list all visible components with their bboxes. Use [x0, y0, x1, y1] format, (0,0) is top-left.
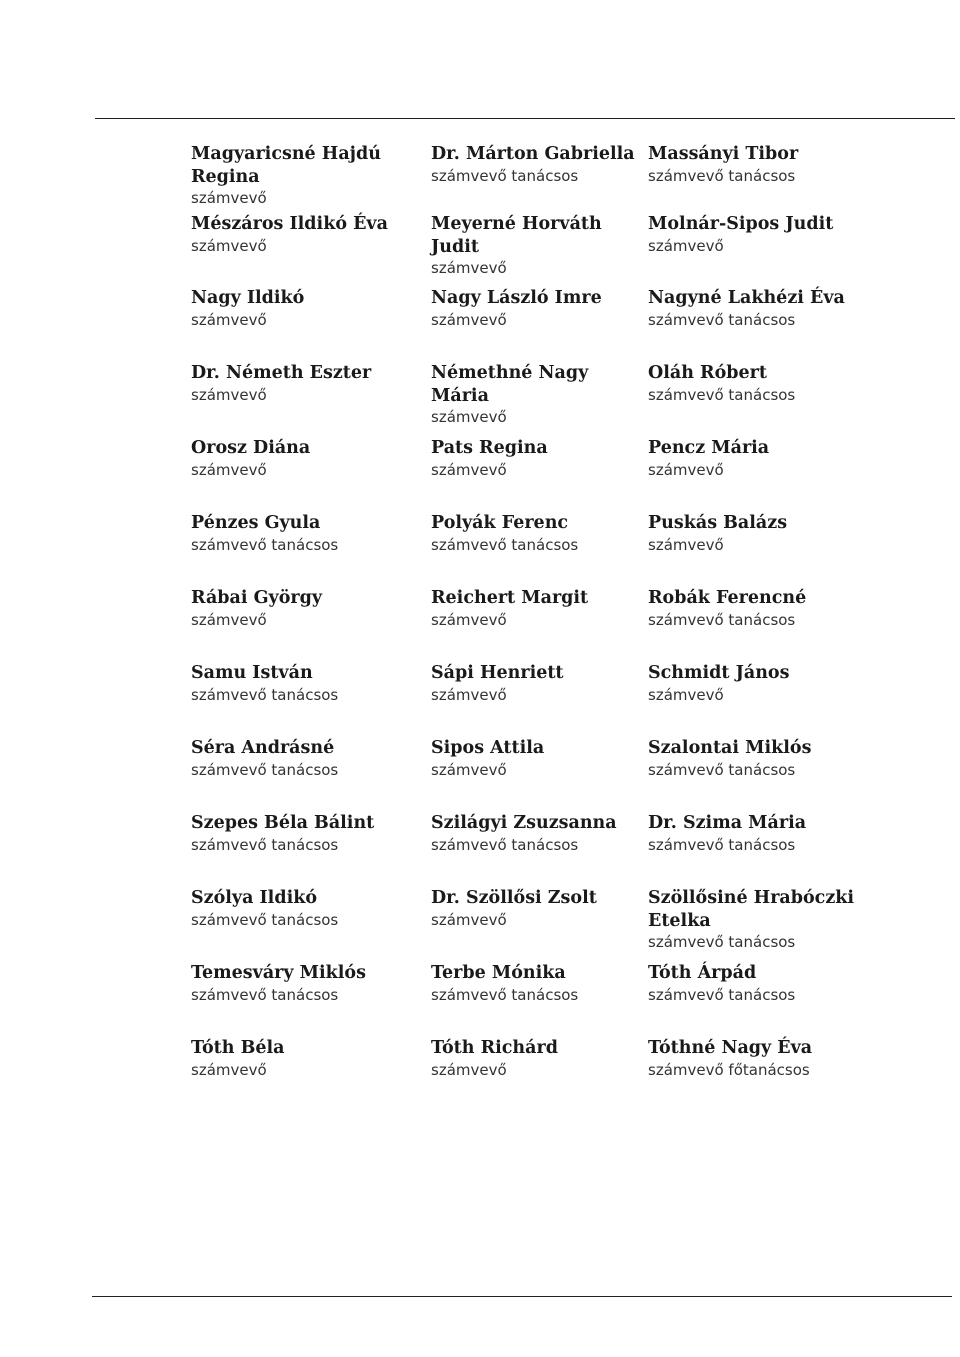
- staff-title: számvevő: [431, 910, 507, 929]
- staff-title: számvevő: [191, 460, 267, 479]
- staff-entry: [648, 962, 873, 1006]
- staff-name: Tóth Árpád: [648, 963, 757, 983]
- staff-name: Nagyné Lakhézi Éva: [648, 288, 845, 308]
- staff-name: Tóthné Nagy Éva: [648, 1038, 813, 1058]
- staff-title: számvevő: [191, 310, 267, 329]
- staff-name: Orosz Diána: [191, 438, 311, 458]
- staff-name: Dr. Szöllősi Zsolt: [431, 888, 597, 908]
- staff-title: számvevő tanácsos: [648, 933, 796, 951]
- staff-title: számvevő: [431, 408, 507, 426]
- staff-title: számvevő főtanácsos: [648, 1060, 810, 1079]
- staff-name: Tóth Richárd: [431, 1038, 558, 1058]
- staff-entry: [648, 737, 873, 781]
- staff-title: számvevő tanácsos: [191, 685, 339, 704]
- staff-name: Nagy Ildikó: [191, 288, 305, 308]
- staff-title: számvevő tanácsos: [191, 910, 339, 929]
- staff-title: számvevő: [191, 236, 267, 255]
- staff-name: Sápi Henriett: [431, 663, 564, 683]
- staff-title: számvevő tanácsos: [431, 166, 579, 185]
- staff-title: számvevő tanácsos: [648, 166, 796, 185]
- staff-name: Mészáros Ildikó Éva: [191, 214, 388, 234]
- staff-entry: [431, 512, 656, 556]
- staff-name: Robák Ferencné: [648, 588, 807, 608]
- staff-title: számvevő: [191, 385, 267, 404]
- staff-entry: [191, 143, 416, 210]
- staff-name: Nagy László Imre: [431, 288, 602, 308]
- staff-entry: [648, 662, 873, 706]
- staff-name: Temesváry Miklós: [191, 963, 366, 983]
- staff-entry: [191, 887, 416, 931]
- staff-entry: [431, 737, 656, 781]
- staff-entry: [648, 362, 873, 406]
- staff-title: számvevő: [431, 760, 507, 779]
- staff-entry: [191, 962, 416, 1006]
- staff-entry: [648, 213, 873, 257]
- staff-entry: [191, 213, 416, 257]
- staff-entry: [191, 737, 416, 781]
- staff-name: Szalontai Miklós: [648, 738, 812, 758]
- staff-name: Magyaricsné Hajdú Regina: [191, 144, 381, 187]
- staff-entry: [191, 812, 416, 856]
- staff-entry: [431, 887, 656, 931]
- staff-name: Puskás Balázs: [648, 513, 788, 533]
- staff-title: számvevő tanácsos: [431, 835, 579, 854]
- staff-title: számvevő tanácsos: [191, 760, 339, 779]
- staff-entry: [648, 287, 873, 331]
- staff-entry: [191, 662, 416, 706]
- staff-name: Sipos Attila: [431, 738, 545, 758]
- staff-title: számvevő: [431, 610, 507, 629]
- staff-name: Massányi Tibor: [648, 144, 799, 164]
- staff-title: számvevő: [648, 685, 724, 704]
- staff-name: Rábai György: [191, 588, 323, 608]
- staff-title: számvevő tanácsos: [648, 760, 796, 779]
- staff-entry: [648, 143, 873, 187]
- staff-title: számvevő tanácsos: [648, 985, 796, 1004]
- staff-entry: [431, 362, 656, 429]
- staff-title: számvevő tanácsos: [431, 985, 579, 1004]
- staff-title: számvevő: [648, 236, 724, 255]
- staff-entry: [431, 1037, 656, 1081]
- staff-entry: [431, 287, 656, 331]
- staff-name: Pats Regina: [431, 438, 548, 458]
- staff-entry: [191, 512, 416, 556]
- staff-entry: [648, 437, 873, 481]
- staff-name: Oláh Róbert: [648, 363, 767, 383]
- staff-entry: [648, 1037, 873, 1081]
- staff-title: számvevő tanácsos: [431, 535, 579, 554]
- staff-title: számvevő tanácsos: [191, 985, 339, 1004]
- staff-name: Terbe Mónika: [431, 963, 566, 983]
- staff-name: Tóth Béla: [191, 1038, 285, 1058]
- staff-entry: [431, 213, 656, 280]
- staff-entry: [431, 143, 656, 187]
- staff-entry: [191, 437, 416, 481]
- staff-name: Samu István: [191, 663, 313, 683]
- staff-name: Dr. Márton Gabriella: [431, 144, 635, 164]
- staff-name: Séra Andrásné: [191, 738, 335, 758]
- staff-entry: [431, 662, 656, 706]
- staff-title: számvevő: [648, 535, 724, 554]
- staff-title: számvevő tanácsos: [648, 385, 796, 404]
- staff-name: Pénzes Gyula: [191, 513, 321, 533]
- staff-title: számvevő: [431, 310, 507, 329]
- staff-title: számvevő tanácsos: [648, 310, 796, 329]
- staff-title: számvevő: [431, 685, 507, 704]
- staff-title: számvevő tanácsos: [191, 835, 339, 854]
- staff-name: Polyák Ferenc: [431, 513, 569, 533]
- staff-entry: [431, 437, 656, 481]
- staff-entry: [431, 962, 656, 1006]
- staff-title: számvevő: [431, 460, 507, 479]
- staff-entry: [191, 587, 416, 631]
- staff-title: számvevő: [431, 259, 507, 277]
- staff-title: számvevő tanácsos: [191, 535, 339, 554]
- staff-title: számvevő tanácsos: [648, 835, 796, 854]
- staff-name: Dr. Szima Mária: [648, 813, 807, 833]
- staff-name: Szólya Ildikó: [191, 888, 318, 908]
- staff-title: számvevő tanácsos: [648, 610, 796, 629]
- staff-entry: [431, 812, 656, 856]
- staff-title: számvevő: [191, 1060, 267, 1079]
- staff-entry: [191, 1037, 416, 1081]
- staff-name: Reichert Margit: [431, 588, 589, 608]
- staff-entry: [191, 287, 416, 331]
- staff-name: Szepes Béla Bálint: [191, 813, 375, 833]
- staff-name: Szilágyi Zsuzsanna: [431, 813, 617, 833]
- staff-name: Némethné Nagy Mária: [431, 363, 589, 406]
- staff-entry: [648, 512, 873, 556]
- staff-title: számvevő: [191, 610, 267, 629]
- staff-name: Schmidt János: [648, 663, 790, 683]
- staff-entry: [431, 587, 656, 631]
- staff-title: számvevő: [431, 1060, 507, 1079]
- bottom-rule: [92, 1296, 952, 1297]
- staff-name: Molnár-Sipos Judit: [648, 214, 834, 234]
- staff-name: Szöllősiné Hrabóczki Etelka: [648, 888, 855, 931]
- staff-entry: [648, 887, 873, 954]
- staff-entry: [648, 587, 873, 631]
- staff-name: Pencz Mária: [648, 438, 770, 458]
- staff-name: Dr. Németh Eszter: [191, 363, 372, 383]
- staff-title: számvevő: [648, 460, 724, 479]
- staff-name: Meyerné Horváth Judit: [431, 214, 602, 257]
- top-rule: [95, 118, 955, 119]
- staff-entry: [191, 362, 416, 406]
- staff-entry: [648, 812, 873, 856]
- staff-title: számvevő: [191, 189, 267, 207]
